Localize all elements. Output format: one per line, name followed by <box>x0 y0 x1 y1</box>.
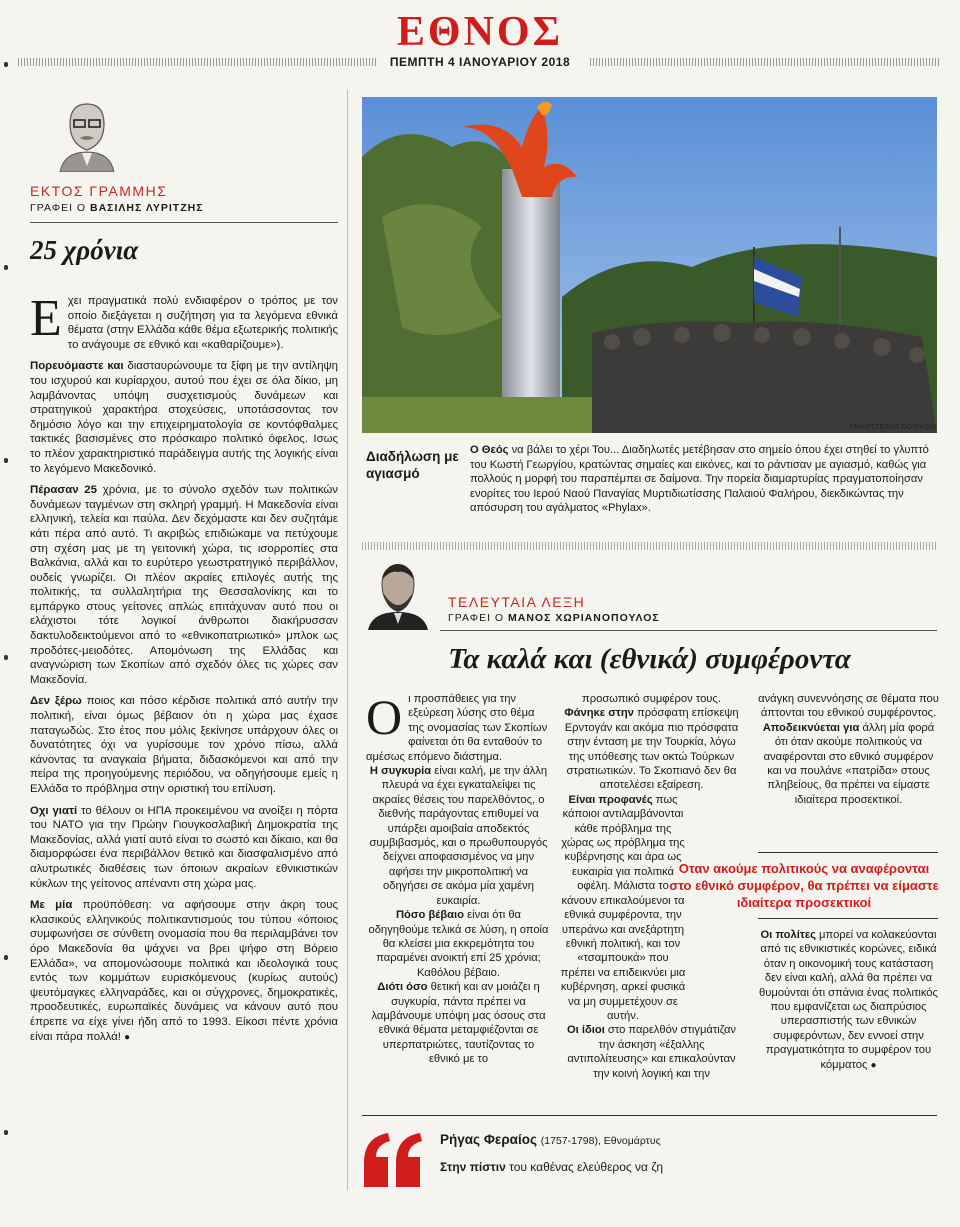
news-photo <box>362 97 937 433</box>
byline-rule-2 <box>440 630 937 631</box>
column-kicker: ΕΚΤΟΣ ΓΡΑΜΜΗΣ <box>30 183 168 199</box>
paragraph: Είναι προφανές πως κάποιοι αντιλαμβάνονται κάθε πρόβλημα της χώρας ως πρόβλημα της κυβέρνησης και άρα ως ευκαιρία για πολιτικά οφέλη. Μάλιστα το κάνουν επικαλούμενοι τα εθνικά συμφέροντα, την υπεράνω και ανεξάρτητη εθνική πολιτική, και τον «τσαμπουκά» που πρέπει να επιδεικνύει μια κυβέρνηση, αρκεί φυσικά να μη συμμετέχουν σε αυτήν. <box>560 793 686 1022</box>
quote-author: Ρήγας Φεραίος (1757-1798), Εθνομάρτυς <box>440 1132 661 1147</box>
author-portrait <box>56 98 118 172</box>
article-column-1 <box>366 689 551 1067</box>
paragraph: Δεν ξέρω ποιος και πόσο κέρδισε πολιτικά από αυτήν την πολιτική, είναι όμως βέβαιον ότι η χώρα μας έχασε παταγωδώς. Στο έτος που μόλις ξεκίνησε υπάρχουν όλες οι δυνατότητες όχι να γυρίσουμε τον χρόνο πίσω, αλλά κάνοντας τα αναγκαία βήματα, διδασκόμενοι και από την πείρα της προηγούμενης περιόδου, να οδηγήσουμε εμείς η Ελλάδα το πρόβλημα στην οριστική του επίλυση. <box>30 695 338 795</box>
drop-cap-2: Ο <box>366 689 403 745</box>
byline-prefix: ΓΡΑΦΕΙ Ο <box>30 202 87 214</box>
article-column-3 <box>756 692 941 807</box>
paragraph: Οι προσπάθειες για την εξεύρεση λύσης στο θέμα της ονομασίας των Σκοπίων φαίνεται ότι θα ενταθούν το αμέσως επόμενο διάστημα. <box>366 689 548 763</box>
quote-author-dates: (1757-1798), Εθνομάρτυς <box>540 1135 661 1147</box>
left-article <box>30 98 338 1052</box>
margin-mark <box>4 265 8 271</box>
newspaper-logo: ΕΘΝΟΣ <box>396 9 564 55</box>
paragraph: Οχι γιατί το θέλουν οι ΗΠΑ προκειμένου να ανοίξει η πόρτα του ΝΑΤΟ για την Πρώην Γιουγκοσλαβική Δημοκρατία της Μακεδονίας, αλλά γιατί αυτό είναι το σωστό και δίκαιο, και θα διαμορφώσει ένα περιβάλλον θετικό και διασφαλισμένο από αλυτρωτικές διαθέσεις των όποιων ακραίων εθνικιστικών κύκλων της γείτονος απέναντι στη χώρα μας. <box>30 804 339 890</box>
drop-cap: Ε <box>30 290 62 347</box>
article-column-3-continued <box>756 928 941 1073</box>
author-name: ΒΑΣΙΛΗΣ ΛΥΡΙΤΖΗΣ <box>90 202 204 214</box>
paragraph: Πορευόμαστε και διασταυρώνουμε τα ξίφη με την αντίληψη του ισχυρού και κυρίαρχου, αυτού που έχει σε όλα δίκιο, μη λαμβάνοντας υπόψη συσχετισμούς δυνάμεων και στρατηγικού χαρακτήρα στοχεύσεις, υποτάσσοντας τον δημόσιο λόγο και την επιχειρηματολογία σε κοντόφθαλμες τακτικές βασισμένες στο πρόσκαιρο πολιτικό όφελος. Ισως το πλέον χαρακτηριστικό παράδειγμα αυτής της λογικής είναι το λεγόμενο Μακεδονικό. <box>30 360 338 475</box>
issue-date: ΠΕΜΠΤΗ 4 ΙΑΝΟΥΑΡΙΟΥ 2018 <box>389 55 571 69</box>
pullquote-rule-bottom <box>758 918 938 919</box>
author-portrait-2 <box>366 560 430 630</box>
paragraph: Με μία προϋπόθεση: να αφήσουμε στην άκρη τους κλασικούς ελληνικούς πολιτικαντισμούς του τύπου «όποιος συμφωνήσει σε σύνθετη ονομασία που θα περιλαμβάνει τον όρο Μακεδονία θα ψάχνει να βρει ψήφο στη Βόρειο Ελλάδα», να απομονώσουμε πολιτικά και ιδεολογικά τους εντός των κομμάτων ευρισκόμενους (κυρίως αυτούς) ψευτόμαγκες ελληναράδες, και οι σύγχρονες, δημοκρατικές, προοδευτικές, ευρωπαϊκές δυνάμεις να κάνουν αυτό που έπρεπε να είχε γίνει ήδη από το 1993. Είκοσι πέντε χρόνια είναι πάρα πολλά! ● <box>30 899 338 1043</box>
paragraph: Εχει πραγματικά πολύ ενδιαφέρον ο τρόπος με τον οποίο διεξάγεται η συζήτηση για τα λεγόμενα εθνικά θέματα (στην Ελλάδα κάθε θέμα εξωτερικής πολιτικής το ανάγουμε σε εθνικό και «καθαρίζουμε»). <box>30 290 338 351</box>
quote-box <box>362 1115 937 1191</box>
margin-mark <box>4 62 8 68</box>
margin-mark <box>4 458 8 464</box>
paragraph: ανάγκη συνεννόησης σε θέματα που άπτονται του εθνικού συμφέροντος. <box>758 693 939 720</box>
column-kicker-2: ΤΕΛΕΥΤΑΙΑ ΛΕΞΗ <box>448 594 586 610</box>
pull-quote: Οταν ακούμε πολιτικούς να αναφέρονται στο εθνικό συμφέρον, θα πρέπει να είμαστε ιδιαίτερα προσεκτικοί <box>669 861 939 910</box>
masthead <box>0 0 960 80</box>
paragraph: Πόσο βέβαιο είναι ότι θα οδηγηθούμε τελικά σε λύση, η οποία θα κλείσει μια εκκρεμότητα του παραμένει ανοικτή επί 25 χρόνια; Καθόλου βέβαιο. <box>368 909 549 979</box>
paragraph: Φάνηκε στην πρόσφατη επίσκεψη Ερντογάν και ακόμα πιο πρόσφατα στην ένταση με την Τουρκία, λόγω της υπόθεσης των οκτώ Τούρκων στρατιωτικών. Το Σκοπιανό δεν θα αποτελέσει εξαίρεση. <box>564 707 739 792</box>
paragraph: Αποδεικνύεται για άλλη μία φορά ότι όταν ακούμε πολιτικούς να αναφέρονται στο εθνικό συμφέρον και να πουλάνε «πατρίδα» στους πληβείους, θα πρέπει να είμαστε ιδιαίτερα προσεκτικοί. <box>762 721 935 806</box>
quote-box-rule <box>362 1115 937 1116</box>
margin-mark <box>4 1130 8 1136</box>
paragraph: Οι ίδιοι στο παρελθόν στιγμάτιζαν την άσκηση «έξαλλης αντιπολίτευσης» και επικαλούνταν την κοινή λογική και την <box>566 1024 737 1080</box>
byline-rule <box>30 222 338 223</box>
photo-credit: FRANTZESKA DORIKOU <box>849 422 936 431</box>
author-name-2: ΜΑΝΟΣ ΧΩΡΙΑΝΟΠΟΥΛΟΣ <box>508 612 660 624</box>
pullquote-rule-top <box>758 852 938 853</box>
paragraph: Πέρασαν 25 χρόνια, με το σύνολο σχεδόν των πολιτικών δυνάμεων ταγμένων στη σκληρή γραμμή. Η Μακεδονία είναι ελληνική, τελεία και παύλα. Δεν δεχόμαστε και δεν συζητάμε κάτι πέρα από αυτό. Τι ακριβώς επιδιώκαμε να πετύχουμε στη σχέση μας με τη γειτονική χώρα, τις ισορροπίες στα Βαλκάνια, αλλά και το ευρύτερο γεωστρατηγικό περιβάλλον, ουδείς γνωρίζει. Οι πλέον ακραίες επιλογές αυτής της πολιτικής, τα συλλαλητήρια της Θεσσαλονίκης και το εμπάργκο στους γείτονες απλώς επιτάχυναν αυτό που οι ελάχιστοι τότε λογικοί άνθρωποι διακήρυσσαν δακτυλοδεικτούμενοι από το «εθνικοπατριωτικό» μπλοκ ως προδότες-μειοδότες. Απομόνωση της Ελλάδας και αναγνώριση των Σκοπίων από σχεδόν όλες τις χώρες σαν Μακεδονία. <box>30 484 338 686</box>
byline <box>30 202 338 214</box>
section-separator <box>362 542 937 550</box>
margin-mark <box>4 955 8 961</box>
quote-mark-icon <box>362 1129 424 1191</box>
headline-2: Τα καλά και (εθνικά) συμφέροντα <box>448 643 851 675</box>
quote-text: Στην πίστιν του καθένας ελεύθερος να ζη <box>440 1160 664 1174</box>
headline: 25 χρόνια <box>30 235 139 265</box>
paragraph: Η συγκυρία είναι καλή, με την άλλη πλευρά να έχει εγκαταλείψει τις ακραίες θέσεις του παρελθόντος, ο διεθνής παράγοντας επιθυμεί να υπάρξει αμοιβαία αποδεκτός συμβιβασμός, και ο πρωθυπουργός δείχνει αποφασισμένος να μην αφήσει την μικροπολιτική να οδηγήσει σε ακόμα μία χαμένη ευκαιρία. <box>369 765 548 907</box>
photo-caption: Ο Θεός να βάλει το χέρι Του... Διαδηλωτές μετέβησαν στο σημείο όπου έχει στηθεί το γλυπτό του Κωστή Γεωργίου, κρατώντας σημαίες και εικόνες, και το ράντισαν με αγιασμό, καθώς για πολλούς η μορφή του παραπέμπει σε δαίμονα. Την πορεία διαμαρτυρίας πραγματοποίησαν ενορίτες του Ιερού Ναού Παναγίας Μυρτιδιωτίσσης Παλαιού Φαλήρου, διεκδικώντας την απόσυρση του αγάλματος «Phylax». <box>470 444 929 515</box>
paragraph: προσωπικό συμφέρον τους. <box>582 693 721 705</box>
margin-mark <box>4 655 8 661</box>
paragraph: Οι πολίτες μπορεί να κολακεύονται από τις εθνικιστικές κορώνες, ειδικά όταν η οικονομική τους κατάσταση δεν είναι καλή, αλλά θα πρέπει να θυμούνται ότι σπάνια ένας πολιτικός που εμφανίζεται ως διαπρύσιος υπερασπιστής των εθνικών συμφερόντων, δεν εννοεί στην πραγματικότητα το συμφέρον του κόμματος ● <box>759 929 938 1071</box>
paragraph: Διότι όσο θετική και αν μοιάζει η συγκυρία, πάντα πρέπει να λαμβάνουμε υπόψη μας όσους στα εθνικά θέματα μεταμφιέζονται σε υπερπατριώτες, ταυτίζοντας το εθνικό με το <box>371 981 546 1066</box>
photo-caption-title: Διαδήλωση με αγιασμό <box>366 449 459 481</box>
column-separator <box>347 90 348 1190</box>
byline-2: ΓΡΑΦΕΙ Ο ΜΑΝΟΣ ΧΩΡΙΑΝΟΠΟΥΛΟΣ <box>448 612 660 624</box>
